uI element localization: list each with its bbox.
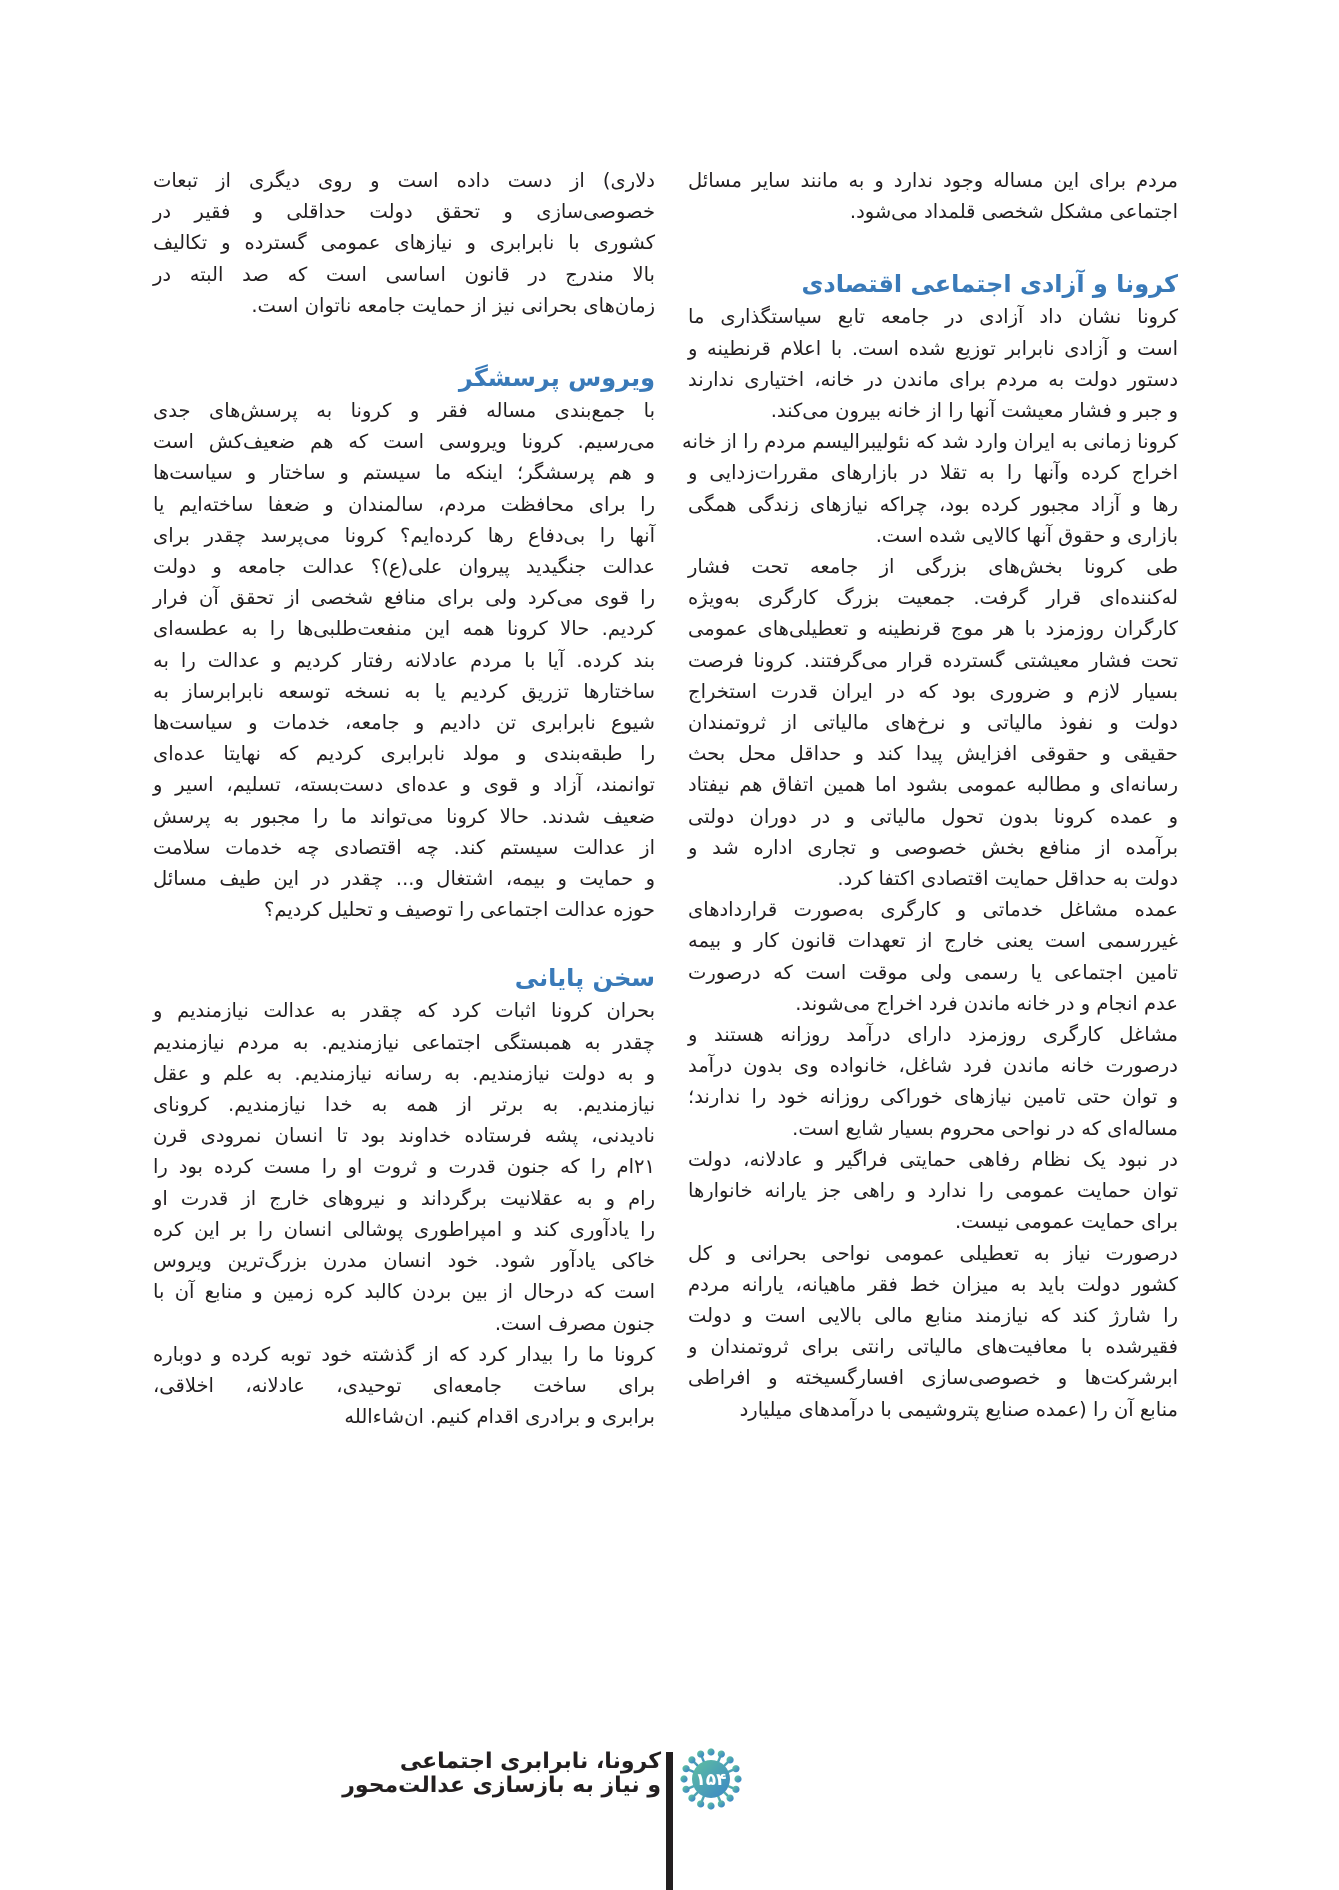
virus-spike-tip	[734, 1787, 739, 1792]
book-title	[342, 1750, 661, 1798]
text-line: حقیقی و حقوقی افزایش پیدا کند و حداقل محل بحث	[688, 742, 1178, 766]
text-line: نیازمندیم. به برتر از همه به خدا نیازمندیم. کرونای	[153, 1093, 655, 1117]
section-body	[682, 301, 1178, 1424]
left-column	[153, 165, 655, 1432]
text-line: کرونا نشان داد آزادی در جامعه تابع سیاستگذاری ما	[688, 305, 1178, 329]
text-line: اخراج کرده وآنها را به تقلا در بازارهای مقررات‌زدایی و	[688, 461, 1178, 485]
text-line: منابع آن را (عمده صنایع پتروشیمی با درآمدهای میلیارد	[739, 1397, 1178, 1421]
text-line: را قوی می‌کرد ولی برای منافع شخصی از تحقق آن فرار	[153, 586, 655, 610]
text-line: با جمع‌بندی مساله فقر و کرونا به پرسش‌های جدی	[153, 399, 655, 423]
text-line: را شارژ کند که نیازمند منابع مالی بالایی است و دولت	[688, 1303, 1178, 1327]
text-line: برای ساخت جامعه‌ای توحیدی، عادلانه، اخلاقی،	[153, 1373, 655, 1397]
text-line: تحت فشار معیشتی گسترده قرار می‌گرفتند. کرونا فرصت	[688, 648, 1178, 672]
virus-spike-tip	[719, 1802, 724, 1807]
paragraph	[153, 395, 655, 925]
text-line: شیوع نابرابری تن دادیم و جامعه، خدمات و سیاست‌ها	[153, 711, 655, 735]
text-line: مشاغل کارگری روزمزد دارای درآمد روزانه هستند و	[688, 1023, 1178, 1047]
text-line: برآمده از منافع بخش خصوصی و تجاری اداره شد و	[688, 835, 1178, 859]
text-line: بسیار لازم و ضروری بود که در ایران قدرت استخراج	[688, 679, 1178, 703]
page-number: ۱۵۴	[695, 1770, 727, 1790]
text-line: حوزه عدالت اجتماعی را توصیف و تحلیل کردیم؟	[264, 898, 655, 922]
text-line: چقدر به همبستگی اجتماعی نیازمندیم. به مردم نیازمندیم	[153, 1030, 655, 1054]
footer-divider-bar	[666, 1752, 673, 1890]
text-line: تامین اجتماعی یا رسمی ولی موقت است که درصورت	[688, 960, 1178, 984]
text-line: و جبر و فشار معیشت آنها را از خانه بیرون می‌کند.	[770, 399, 1178, 423]
text-line: کرونا زمانی به ایران وارد شد که نئولیبرالیسم مردم را از خانه	[682, 430, 1178, 454]
text-line: رها و آزاد مجبور کرده بود، چراکه نیازهای زندگی همگی	[688, 492, 1178, 516]
text-line: زمان‌های بحرانی نیز از حمایت جامعه ناتوان است.	[251, 293, 655, 317]
virus-spike-tip	[698, 1802, 703, 1807]
text-line: خاکی یادآور شود. خود انسان مدرن بزرگ‌ترین ویروس	[153, 1249, 655, 1273]
text-line: را یادآوری کند و امپراطوری پوشالی انسان را بر این کره	[153, 1217, 655, 1241]
text-line: خصوصی‌سازی و تحقق دولت حداقلی و فقیر در	[153, 200, 655, 224]
paragraph	[153, 1339, 655, 1433]
section-heading-corona-freedom: کرونا و آزادی اجتماعی اقتصادی	[801, 270, 1178, 299]
text-line: دولت و نفوذ مالیاتی و نرخ‌های مالیاتی از ثروتمندان	[688, 711, 1178, 735]
text-line: دولت به حداقل حمایت اقتصادی اکتفا کرد.	[837, 867, 1178, 891]
text-line: فقیرشده با معافیت‌های مالیاتی رانتی برای ثروتمندان و	[688, 1335, 1178, 1359]
text-line: مساله‌ای که در نواحی محروم بسیار شایع است.	[792, 1116, 1178, 1140]
virus-spike-tip	[709, 1750, 714, 1755]
text-line: بحران کرونا اثبات کرد که چقدر به عدالت نیازمندیم و	[153, 999, 655, 1023]
section-body	[153, 395, 655, 925]
text-line: کارگران روزمزد با هر موج قرنطینه و تعطیلی‌های عمومی	[688, 617, 1178, 641]
text-line: کشور دولت باید به میزان خط فقر ماهیانه، یارانه مردم	[688, 1272, 1178, 1296]
virus-icon	[680, 1748, 742, 1810]
text-line: ابرشرکت‌ها و خصوصی‌سازی افسارگسیخته و افراطی	[688, 1366, 1178, 1390]
text-line: بازاری و حقوق آنها کالایی شده است.	[875, 523, 1178, 547]
text-line: درصورت خانه ماندن فرد شاغل، خانواده وی بدون درآمد	[688, 1054, 1178, 1078]
section-heading-final-word: سخن پایانی	[514, 964, 655, 993]
text-line: کرونا ما را بیدار کرد که از گذشته خود توبه کرده و دوباره	[153, 1342, 655, 1366]
text-line: و عمده کرونا بدون تحول مالیاتی و در دوران دولتی	[688, 804, 1178, 828]
book-title-line2: و نیاز به بازسازی عدالت‌محور	[342, 1773, 661, 1798]
text-line: کشوری با نابرابری و نیازهای عمومی گسترده و تکالیف	[153, 231, 655, 255]
text-line: اجتماعی مشکل شخصی قلمداد می‌شود.	[849, 200, 1178, 224]
virus-spike-tip	[690, 1758, 695, 1763]
virus-spike-tip	[684, 1787, 689, 1792]
text-line: می‌رسیم. کرونا ویروسی است که هم ضعیف‌کش است	[153, 430, 655, 454]
text-line: ضعیف شدند. حالا کرونا می‌تواند ما را مجبور به پرسش	[153, 804, 655, 828]
text-line: جنون مصرف است.	[494, 1311, 655, 1335]
text-line: رام و به عقلانیت برگرداند و نیروهای خارج از قدرت او	[153, 1186, 655, 1210]
text-line: دستور دولت به مردم برای ماندن در خانه، اختیاری ندارند	[688, 367, 1178, 391]
text-line: را برای محافظت مردم، سالمندان و ضعفا ساخته‌ایم یا	[153, 492, 655, 516]
intro-paragraph	[688, 165, 1178, 227]
text-line: دلاری) از دست داده است و روی دیگری از تبعات	[153, 169, 655, 192]
text-line: نادیدنی، پشه فرستاده خداوند بود تا انسان نمرودی قرن	[153, 1124, 655, 1148]
virus-spike-tip	[682, 1777, 687, 1782]
text-line: توان حمایت عمومی را ندارد و راهی جز یارانه خانوارها	[688, 1179, 1178, 1203]
virus-spike-tip	[698, 1752, 703, 1757]
virus-spike-tip	[728, 1796, 733, 1801]
text-line: غیررسمی است یعنی خارج از تعهدات قانون کار و بیمه	[688, 929, 1178, 953]
virus-spike-tip	[736, 1777, 741, 1782]
text-line: برابری و برادری اقدام کنیم. ان‌شاءالله	[344, 1405, 655, 1429]
text-line: برای حمایت عمومی نیست.	[954, 1210, 1178, 1234]
section-body	[153, 995, 655, 1432]
text-line: از عدالت سیستم کند. چه اقتصادی چه خدمات سلامت	[153, 835, 655, 859]
virus-spike-tip	[728, 1758, 733, 1763]
text-line: و توان حتی تامین نیازهای خوراکی روزانه خود را ندارند؛	[688, 1085, 1178, 1109]
paragraph	[682, 426, 1178, 551]
text-line: در نبود یک نظام رفاهی حمایتی فراگیر و عادلانه، دولت	[688, 1147, 1178, 1171]
virus-spike-tip	[690, 1796, 695, 1801]
text-line: له‌کننده‌ای قرار گرفت. جمعیت بزرگ کارگری به‌ویژه	[688, 586, 1178, 610]
page-number-badge	[680, 1748, 742, 1810]
book-title-line1: کرونا، نابرابری اجتماعی	[399, 1749, 661, 1774]
paragraph	[688, 301, 1178, 426]
right-column	[682, 165, 1178, 1425]
paragraph	[688, 894, 1178, 1019]
text-line: عدم انجام و در خانه ماندن فرد اخراج می‌شوند.	[795, 991, 1178, 1015]
text-line: است و آزادی نابرابر توزیع شده است. با اعلام قرنطینه و	[688, 336, 1178, 360]
text-line: بالا مندرج در قانون اساسی است که صد البته در	[153, 262, 655, 286]
virus-spike-tip	[709, 1804, 714, 1809]
paragraph	[688, 1238, 1178, 1425]
text-line: مردم برای این مساله وجود ندارد و به مانند سایر مسائل	[688, 169, 1178, 192]
text-line: و به دولت نیازمندیم. به رسانه نیازمندیم. به علم و عقل	[153, 1061, 655, 1085]
text-line: عمده مشاغل خدماتی و کارگری به‌صورت قراردادهای	[688, 898, 1178, 922]
paragraph	[153, 995, 655, 1338]
virus-spike-tip	[684, 1766, 689, 1771]
text-line: کردیم. حالا کرونا همه این منفعت‌طلبی‌ها را به عطسه‌ای	[153, 617, 655, 641]
virus-spike-tip	[734, 1766, 739, 1771]
paragraph	[688, 1144, 1178, 1238]
text-line: و حمایت و بیمه، اشتغال و... چقدر در این طیف مسائل	[153, 867, 655, 891]
text-line: آنها را بی‌دفاع رها کرده‌ایم؟ کرونا می‌پرسد چقدر برای	[153, 523, 655, 547]
virus-spike-tip	[719, 1752, 724, 1757]
section-heading-questioning-virus: ویروس پرسشگر	[458, 364, 655, 393]
text-line: ۲۱ام را که جنون قدرت و ثروت او را مست کرده بود را	[153, 1155, 655, 1179]
paragraph	[688, 551, 1178, 894]
text-line: توانمند، آزاد و قوی و عده‌ای دست‌بسته، تسلیم، اسیر و	[153, 773, 655, 797]
text-line: بند کرده. آیا با مردم عادلانه رفتار کردیم و عدالت را به	[153, 648, 655, 672]
text-line: است که درحال از بین بردن کالبد کره زمین و منابع آن با	[153, 1280, 655, 1304]
text-line: طی کرونا بخش‌های بزرگی از جامعه تحت فشار	[688, 555, 1178, 579]
text-line: عدالت جنگیدید پیروان علی(ع)؟ عدالت جامعه و دولت	[153, 555, 655, 579]
text-line: و هم پرسشگر؛ اینکه ما سیستم و ساختار و سیاست‌ها	[153, 461, 655, 485]
text-line: درصورت نیاز به تعطیلی عمومی نواحی بحرانی و کل	[688, 1241, 1178, 1265]
text-line: رسانه‌ای و مطالبه عمومی بشود اما همین اتفاق هم نیفتاد	[688, 773, 1178, 797]
paragraph	[688, 1019, 1178, 1144]
text-line: ساختارها تزریق کردیم یا به نسخه توسعه نابرابرساز به	[153, 679, 655, 703]
intro-paragraph	[153, 165, 655, 321]
text-line: را طبقه‌بندی و مولد نابرابری کردیم که نهایتا عده‌ای	[153, 742, 655, 766]
